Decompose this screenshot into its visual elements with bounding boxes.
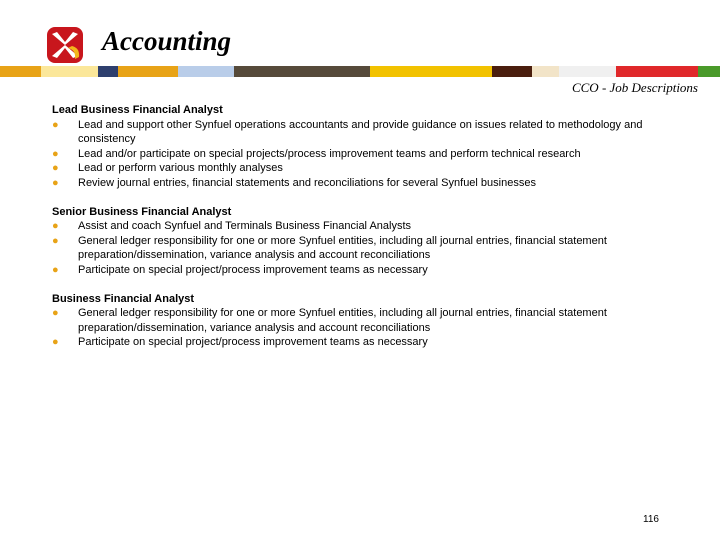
stripe-segment <box>234 66 370 77</box>
bullet-item <box>52 263 672 278</box>
stripe-segment <box>118 66 178 77</box>
job-section <box>52 292 672 350</box>
job-title: Senior Business Financial Analyst <box>52 205 232 218</box>
stripe-segment <box>698 66 720 77</box>
page-title: Accounting <box>102 26 232 56</box>
bullet-item <box>52 176 672 191</box>
job-section <box>52 103 672 190</box>
bullet-text: General ledger responsibility for one or more Synfuel entities, including all journal entries, financial statement preparation/dissemination, variance analysis and account reconciliations <box>78 234 607 261</box>
bullet-item <box>52 234 672 263</box>
bullet-text: Lead and support other Synfuel operations accountants and provide guidance on issues related to methodology and consistency <box>78 118 643 145</box>
stripe-segment <box>532 66 559 77</box>
job-title: Business Financial Analyst <box>52 292 195 305</box>
bullet-text: Assist and coach Synfuel and Terminals Business Financial Analysts <box>78 220 412 232</box>
stripe-segment <box>178 66 234 77</box>
content <box>52 103 672 364</box>
bullet-icon: ● <box>52 118 59 131</box>
job-title: Lead Business Financial Analyst <box>52 104 223 116</box>
bullet-icon: ● <box>52 220 59 232</box>
stripe-segment <box>98 66 118 77</box>
color-stripe <box>0 66 720 77</box>
bullet-item <box>52 306 672 335</box>
page-number: 116 <box>643 514 659 525</box>
bullet-icon: ● <box>52 176 59 189</box>
bullet-item <box>52 161 672 176</box>
stripe-segment <box>616 66 698 77</box>
stripe-segment <box>492 66 532 77</box>
bullet-icon: ● <box>52 162 59 174</box>
bullet-item <box>52 147 672 162</box>
bullet-item <box>52 219 672 234</box>
stripe-segment <box>370 66 492 77</box>
bullet-icon: ● <box>52 263 59 276</box>
bullet-icon: ● <box>52 147 59 160</box>
bullet-icon: ● <box>52 336 59 348</box>
bullet-text: Participate on special project/process improvement teams as necessary <box>78 336 428 348</box>
stripe-segment <box>0 66 41 77</box>
bullet-text: Lead and/or participate on special projects/process improvement teams and perform technical research <box>78 147 581 160</box>
bullet-icon: ● <box>52 234 59 247</box>
bullet-text: Review journal entries, financial statements and reconciliations for several Synfuel businesses <box>78 176 536 189</box>
bullet-item <box>52 118 672 147</box>
stripe-segment <box>559 66 616 77</box>
bullet-item <box>52 335 672 350</box>
page-subtitle: CCO - Job Descriptions <box>571 80 698 95</box>
bullet-icon: ● <box>52 307 59 319</box>
company-logo <box>46 26 84 64</box>
bullet-text: General ledger responsibility for one or more Synfuel entities, including all journal entries, financial statement preparation/dissemination, variance analysis and account reconciliations <box>78 307 607 334</box>
bullet-text: Participate on special project/process improvement teams as necessary <box>78 263 428 276</box>
stripe-segment <box>41 66 98 77</box>
job-section <box>52 205 672 278</box>
bullet-text: Lead or perform various monthly analyses <box>78 162 283 174</box>
